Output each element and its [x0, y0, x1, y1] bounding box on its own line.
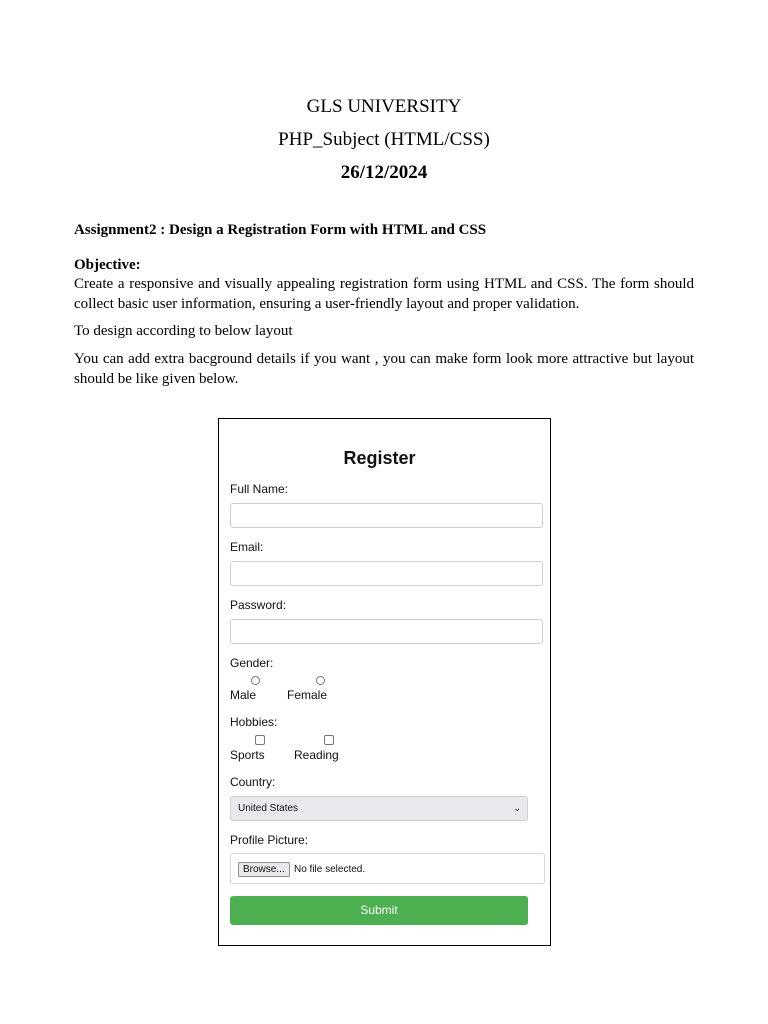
objective-text: Create a responsive and visually appealing registration form using HTML and CSS. The form should collect basic user information, ensuring a user-friendly layout and proper validation.	[74, 276, 694, 312]
hobby-sports-label: Sports	[230, 748, 265, 762]
profile-picture-input[interactable]	[230, 853, 545, 884]
full-name-label: Full Name:	[230, 482, 289, 496]
submit-button[interactable]: Submit	[230, 896, 528, 925]
hobby-reading-checkbox[interactable]	[324, 735, 334, 745]
extra-note: You can add extra bacground details if you want , you can make form look more attractive but layout should be like given below.	[74, 351, 694, 387]
email-input[interactable]	[230, 561, 543, 586]
browse-button[interactable]: Browse...	[238, 862, 290, 877]
country-select-value: United States	[238, 803, 299, 814]
password-label: Password:	[230, 598, 287, 612]
full-name-input[interactable]	[230, 503, 543, 528]
profile-picture-label: Profile Picture:	[230, 833, 309, 847]
university-name: GLS UNIVERSITY	[306, 96, 462, 117]
gender-male-radio[interactable]	[251, 676, 260, 685]
email-label: Email:	[230, 540, 264, 554]
objective-label: Objective:	[74, 257, 141, 273]
hobby-sports-checkbox[interactable]	[255, 735, 265, 745]
assignment-title: Assignment2 : Design a Registration Form with HTML and CSS	[74, 222, 487, 238]
country-label: Country:	[230, 775, 276, 789]
design-note: To design according to below layout	[74, 323, 293, 339]
hobbies-label: Hobbies:	[230, 715, 278, 729]
gender-female-radio[interactable]	[316, 676, 325, 685]
gender-female-label: Female	[287, 688, 328, 702]
file-status-text: No file selected.	[294, 864, 366, 875]
gender-male-label: Male	[230, 688, 257, 702]
registration-form-figure	[218, 418, 551, 946]
country-select[interactable]	[230, 796, 528, 821]
hobby-reading-label: Reading	[294, 748, 339, 762]
chevron-down-icon: ⌄	[513, 803, 521, 813]
password-input[interactable]	[230, 619, 543, 644]
gender-label: Gender:	[230, 656, 274, 670]
form-title: Register	[343, 448, 416, 468]
subject-title: PHP_Subject (HTML/CSS)	[278, 129, 490, 150]
assignment-date: 26/12/2024	[340, 162, 428, 183]
